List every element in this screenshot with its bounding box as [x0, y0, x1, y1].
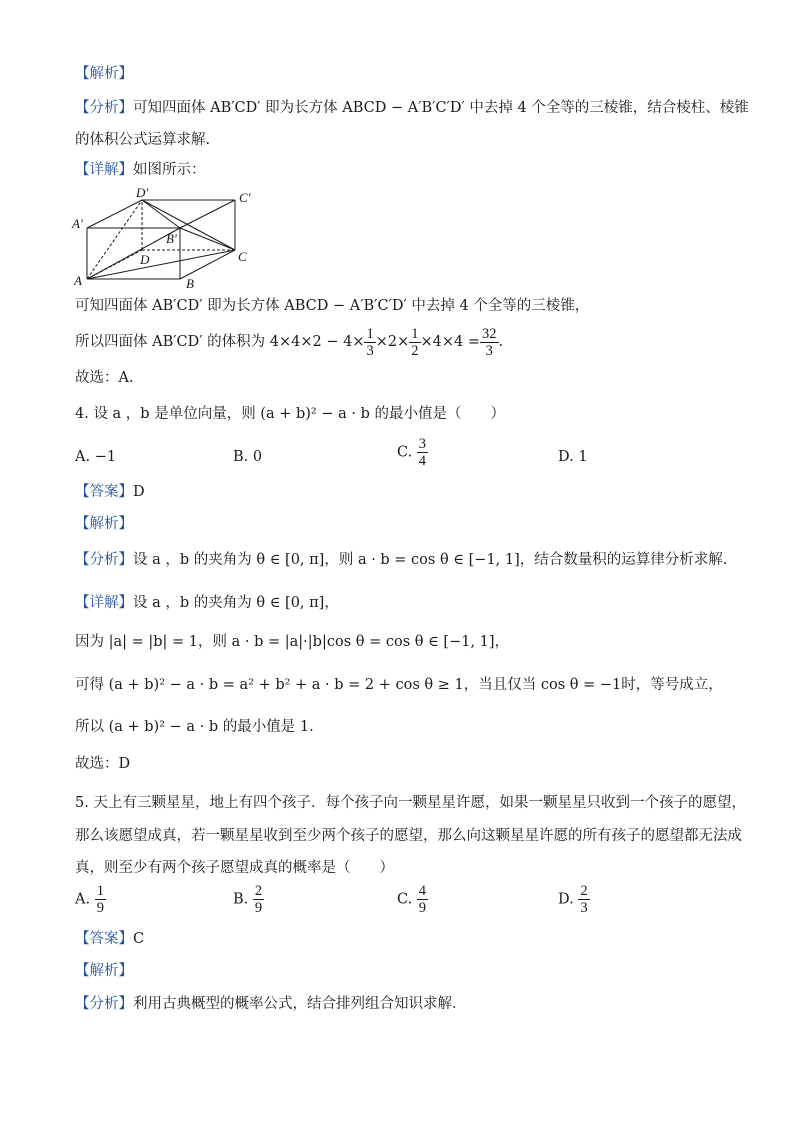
q3-xiangjie-line: [75, 160, 206, 180]
q5-option-c-fraction: $\frac{4}{9}$: [418, 883, 427, 916]
label-b-prime: B′: [166, 231, 177, 246]
q4-xiangjie-text: 设 a ，b 的夹角为 θ ∈ [0, π]，: [133, 595, 339, 611]
q3-fenxi-tag: 【分析】: [75, 100, 133, 116]
cuboid-figure: [70, 186, 270, 291]
q4-stem: 4. 设 a ，b 是单位向量，则 (a + b)² − a · b 的最小值是（ ）: [75, 406, 505, 422]
q5-option-d-fraction: $\frac{2}{3}$: [580, 883, 588, 916]
q4-option-c: C. $\frac{3}{4}$: [397, 436, 427, 469]
q4-option-d: D. 1: [558, 449, 588, 465]
q4-xiangjie-line: [75, 593, 339, 613]
q4-fenxi-text: 设 a ，b 的夹角为 θ ∈ [0, π]，则 a · b = cos θ ∈ [−1, 1]，结合数量积的运算律分析求解.: [133, 552, 728, 568]
q5-fenxi-tag: 【分析】: [75, 996, 133, 1012]
q5-option-b: B. $\frac{2}{9}$: [233, 883, 263, 916]
q5-answer-tag: 【答案】: [75, 931, 133, 947]
label-d-prime: D′: [136, 186, 149, 200]
q4-option-c-fraction: $\frac{3}{4}$: [418, 436, 427, 469]
q3-fenxi-text2: 的体积公式运算求解.: [75, 132, 211, 148]
q3-guxuan: 故选：A.: [75, 370, 134, 386]
label-d: D: [140, 252, 150, 267]
q4-jiexi-tag: 【解析】: [75, 516, 133, 532]
q5-option-a-fraction: $\frac{1}{9}$: [96, 883, 104, 916]
edge-b-prime-c: [180, 228, 235, 250]
label-c-prime: C′: [239, 190, 251, 205]
fraction-32-thirds: $\frac{32}{3}$: [482, 325, 497, 359]
q3-xiangjie-tag: 【详解】: [75, 162, 133, 178]
edge-ad-prime: [87, 200, 142, 279]
edge-a-prime-d-prime: [87, 200, 142, 228]
q5-stem-line2: 那么该愿望成真，若一颗星星收到至少两个孩子的愿望，那么向这颗星星许愿的所有孩子的愿望都无法成: [75, 828, 742, 844]
q3-volume-end: .: [498, 334, 504, 350]
edge-bc: [180, 250, 235, 279]
q4-line1: 因为 |a| = |b| = 1，则 a · b = |a|·|b|cos θ = cos θ ∈ [−1, 1]，: [75, 634, 510, 650]
q5-answer: C: [133, 931, 145, 947]
q4-xiangjie-tag: 【详解】: [75, 595, 133, 611]
edge-d-prime-b-prime: [142, 200, 180, 228]
q3-jiexi-tag: 【解析】: [75, 66, 133, 82]
q4-fenxi-line: [75, 550, 727, 570]
q3-volume-line: [75, 324, 503, 360]
q4-option-b: B. 0: [233, 449, 263, 465]
label-c: C: [238, 249, 247, 264]
label-a: A: [74, 273, 82, 288]
q4-guxuan: 故选：D: [75, 756, 131, 772]
label-b: B: [186, 276, 194, 291]
q4-answer-tag: 【答案】: [75, 484, 133, 500]
q5-answer-line: [75, 929, 144, 949]
q3-fenxi-text: 可知四面体 AB′CD′ 即为长方体 ABCD − A′B′C′D′ 中去掉 4 个全等的三棱锥，结合棱柱、棱锥: [133, 100, 749, 116]
q4-answer: D: [133, 484, 145, 500]
q3-volume-pre: 所以四面体 AB′CD′ 的体积为 4×4×2 − 4×: [75, 334, 365, 350]
q4-answer-line: [75, 482, 145, 502]
q3-line1: 可知四面体 AB′CD′ 即为长方体 ABCD − A′B′C′D′ 中去掉 4 个全等的三棱锥，: [75, 298, 590, 314]
q3-volume-mid2: ×4×4 =: [420, 334, 481, 350]
q4-fenxi-tag: 【分析】: [75, 552, 133, 568]
label-a-prime: A′: [72, 216, 83, 231]
q5-stem-line1: 5. 天上有三颗星星，地上有四个孩子．每个孩子向一颗星星许愿，如果一颗星星只收到一个孩子的愿望，: [75, 795, 746, 811]
q5-option-a: A. $\frac{1}{9}$: [75, 883, 104, 916]
edge-ac: [87, 250, 235, 279]
q5-option-b-fraction: $\frac{2}{9}$: [254, 883, 263, 916]
q5-option-d: D. $\frac{2}{3}$: [558, 883, 588, 916]
q4-line2: 可得 (a + b)² − a · b = a² + b² + a · b = 2 + cos θ ≥ 1，当且仅当 cos θ = −1时，等号成立，: [75, 677, 723, 693]
q3-fenxi-line: [75, 98, 749, 118]
q4-option-a: A. −1: [75, 449, 117, 465]
fraction-one-half: $\frac{1}{2}$: [411, 325, 419, 359]
q5-stem-line3: 真，则至少有两个孩子愿望成真的概率是（ ）: [75, 860, 394, 876]
q5-option-c: C. $\frac{4}{9}$: [397, 883, 427, 916]
q4-line3: 所以 (a + b)² − a · b 的最小值是 1.: [75, 719, 314, 735]
edge-b-prime-c-prime: [180, 200, 235, 228]
q5-fenxi-line: [75, 994, 467, 1014]
q5-jiexi-tag: 【解析】: [75, 963, 133, 979]
q5-fenxi-text: 利用古典概型的概率公式，结合排列组合知识求解．: [133, 996, 467, 1012]
q3-volume-mid1: ×2×: [375, 334, 410, 350]
fraction-one-third: $\frac{1}{3}$: [366, 325, 374, 359]
q3-xiangjie-text: 如图所示：: [133, 162, 206, 178]
